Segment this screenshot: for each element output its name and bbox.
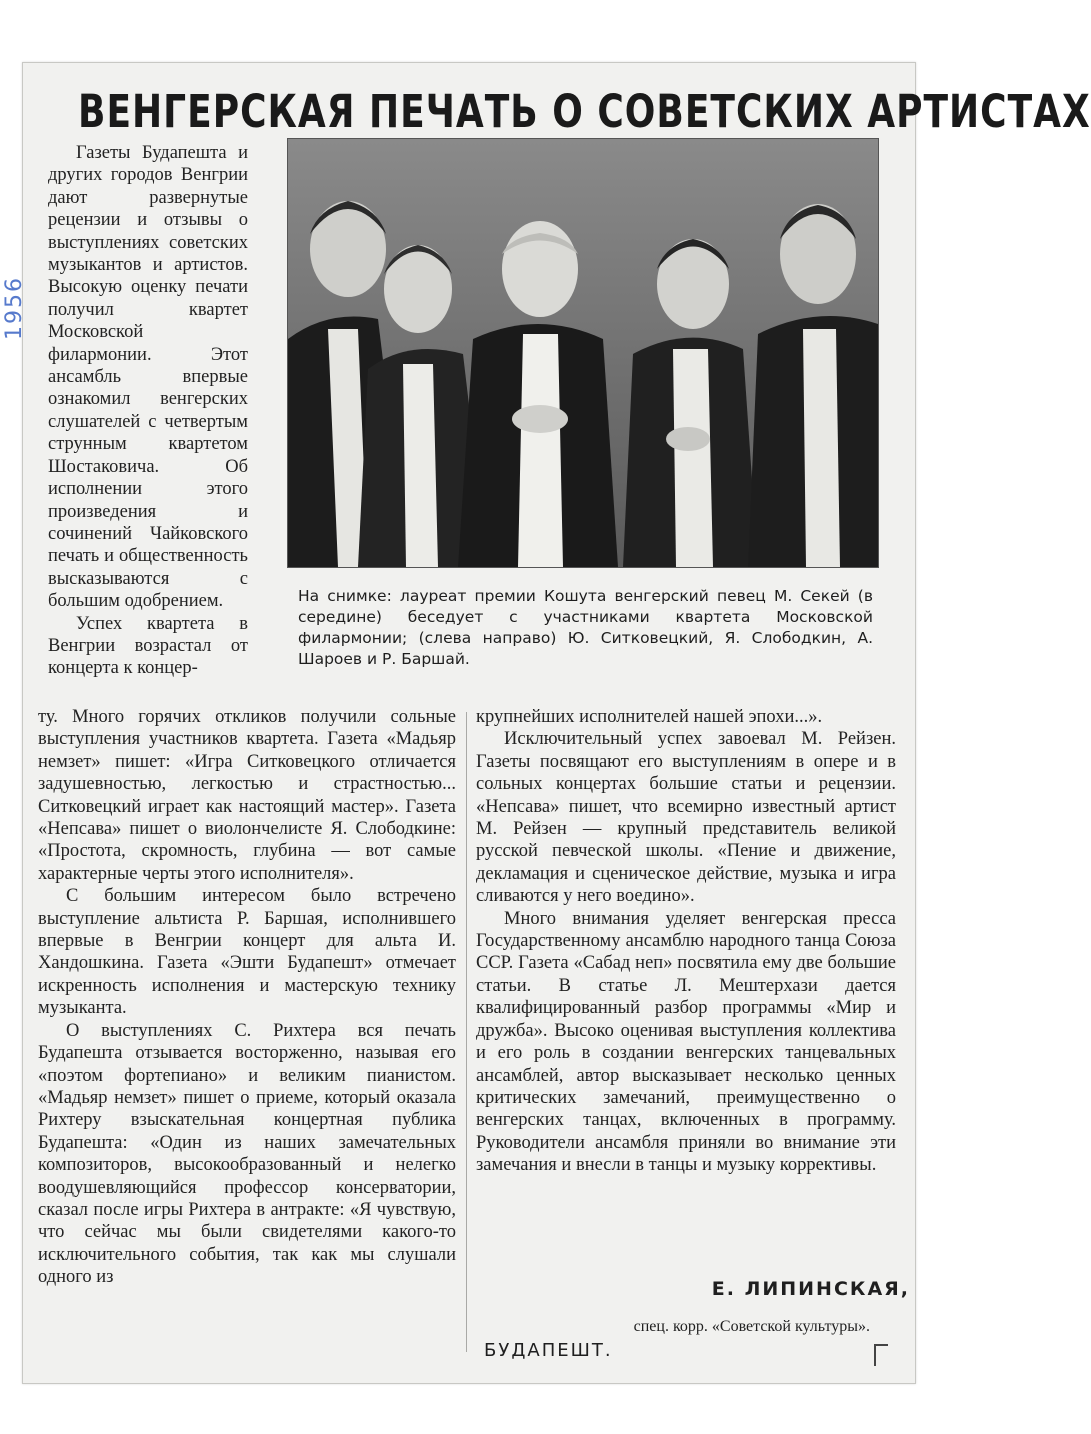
column-divider [466, 712, 467, 1352]
column-right-bottom [476, 706, 896, 1266]
corner-mark [874, 1344, 888, 1366]
paragraph: ту. Много горячих откликов получили сольные выступления участников квартета. Газета «Мадьяр немзет» пишет: «Игра Ситковецкого отличается задушевностью, легкостью и страстностью... Ситковецкий играет как настоящий мастер». Газета «Непсава» пишет о виолончелисте Я. Слободкине: «Простота, скромность, глубина — вот самые характерные черты этого исполнителя». [38, 707, 456, 884]
handwritten-margin-note: 1956 [2, 276, 27, 340]
paragraph: Успех квартета в Венгрии возрастал от концерта к концер- [48, 613, 248, 679]
author-signature: Е. ЛИПИНСКАЯ, [711, 1278, 910, 1300]
group-photo [287, 138, 879, 568]
article-headline: ВЕНГЕРСКАЯ ПЕЧАТЬ О СОВЕТСКИХ АРТИСТАХ [78, 86, 1091, 138]
paragraph: О выступлениях С. Рихтера вся печать Будапешта отзывается восторженно, называя его «поэтом фортепиано» и великим пианистом. «Мадьяр немзет» пишет о приеме, который оказала Рихтеру взыскательная концертная публика Будапешта: «Один из наших замечательных композиторов, высокообразованный и нелегко воодушевляющийся профессор консерватории, сказал после игры Рихтера в антракте: «Я чувствую, что сейчас мы были свидетелями какого-то исключительного события, так как мы слушали одного из [38, 1020, 456, 1288]
column-left-bottom [38, 706, 456, 1371]
paragraph: С большим интересом было встречено выступление альтиста Р. Баршая, исполнившего впервые в Венгрии концерт для альта И. Хандошкина. Газета «Эшти Будапешт» отмечает искренность исполнения и мастерскую технику музыканта. [38, 886, 456, 1019]
paragraph: крупнейших исполнителей нашей эпохи...». [476, 707, 823, 727]
photo-illustration [288, 139, 878, 567]
paragraph: Много внимания уделяет венгерская пресса Государственному ансамблю народного танца Союза ССР. Газета «Сабад неп» посвятила ему две большие статьи. В статье Л. Мештерхази дается квалифицированный разбор программы «Мир и дружба». Высоко оценивая выступления коллектива и его роль в создании венгерских танцевальных ансамблей, автор высказывает несколько ценных критических замечаний, преимущественно о венгерских танцах, включенных в программу. Руководители ансамбля приняли во внимание эти замечания и внесли в танцы и музыку коррективы. [476, 908, 896, 1176]
photo-caption: На снимке: лауреат премии Кошута венгерский певец М. Секей (в середине) беседует с участниками квартета Московской филармонии; (слева направо) Ю. Ситковецкий, Я. Слободкин, А. Шароев и Р. Баршай. [298, 587, 873, 668]
column-left-top [48, 142, 248, 702]
dateline-city: БУДАПЕШТ. [484, 1340, 613, 1361]
paragraph: Газеты Будапешта и других городов Венгрии дают развернутые рецензии и отзывы о выступлениях советских музыкантов и артистов. Высокую оценку печати получил квартет Московской филармонии. Этот ансамбль впервые ознакомил венгерских слушателей с четвертым струнным квартетом Шостаковича. Об исполнении этого произведения и сочинений Чайковского печать и общественность высказываются с большим одобрением. [48, 143, 248, 612]
paragraph: Исключительный успех завоевал М. Рейзен. Газеты посвящают его выступлениям в опере и в сольных концертах большие статьи и рецензии. «Непсава» пишет, что всемирно известный артист М. Рейзен — крупный представитель великой русской певческой школы. «Пение и движение, декламация и сценическое действие, музыка и игра сливаются у него воедино». [476, 729, 896, 907]
author-role: спец. корр. «Советской культуры». [633, 1318, 870, 1335]
